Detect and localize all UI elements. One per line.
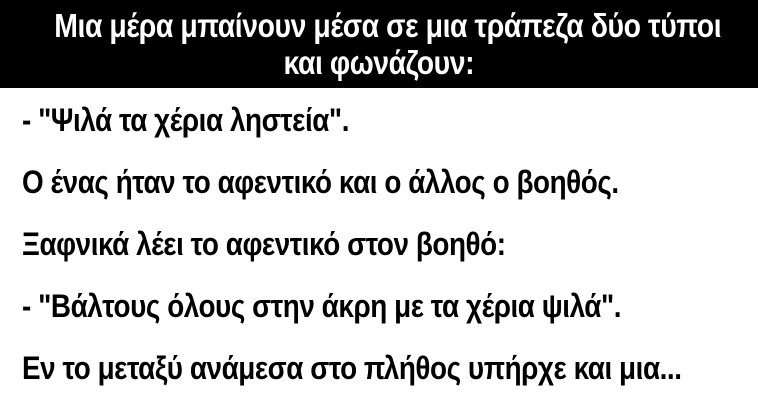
joke-line-boss-and-helper bbox=[22, 162, 758, 202]
joke-line-robbery-shout-text: - "Ψιλά τα χέρια ληστεία". bbox=[22, 102, 349, 138]
joke-header-line-2-text: και φωνάζουν: bbox=[283, 44, 475, 81]
joke-line-meanwhile bbox=[22, 348, 758, 388]
joke-line-boss-says-text: Ξαφνικά λέει το αφεντικό στον βοηθό: bbox=[22, 226, 506, 262]
joke-header-line-1-text: Μια μέρα μπαίνουν μέσα σε μια τράπεζα δύο τύποι bbox=[54, 7, 722, 44]
joke-line-boss-order bbox=[22, 286, 758, 326]
joke-line-boss-says bbox=[22, 224, 758, 264]
joke-body bbox=[0, 88, 758, 400]
joke-line-boss-and-helper-text: Ο ένας ήταν το αφεντικό και ο άλλος ο βοηθός. bbox=[22, 164, 619, 200]
joke-header-band bbox=[0, 0, 758, 88]
joke-line-meanwhile-text: Εν το μεταξύ ανάμεσα στο πλήθος υπήρχε και μια... bbox=[22, 350, 682, 386]
joke-header-line-2 bbox=[0, 44, 758, 81]
joke-line-robbery-shout bbox=[22, 100, 758, 140]
joke-line-boss-order-text: - "Βάλτους όλους στην άκρη με τα χέρια ψιλά". bbox=[22, 288, 622, 324]
joke-header-line-1 bbox=[0, 7, 758, 44]
